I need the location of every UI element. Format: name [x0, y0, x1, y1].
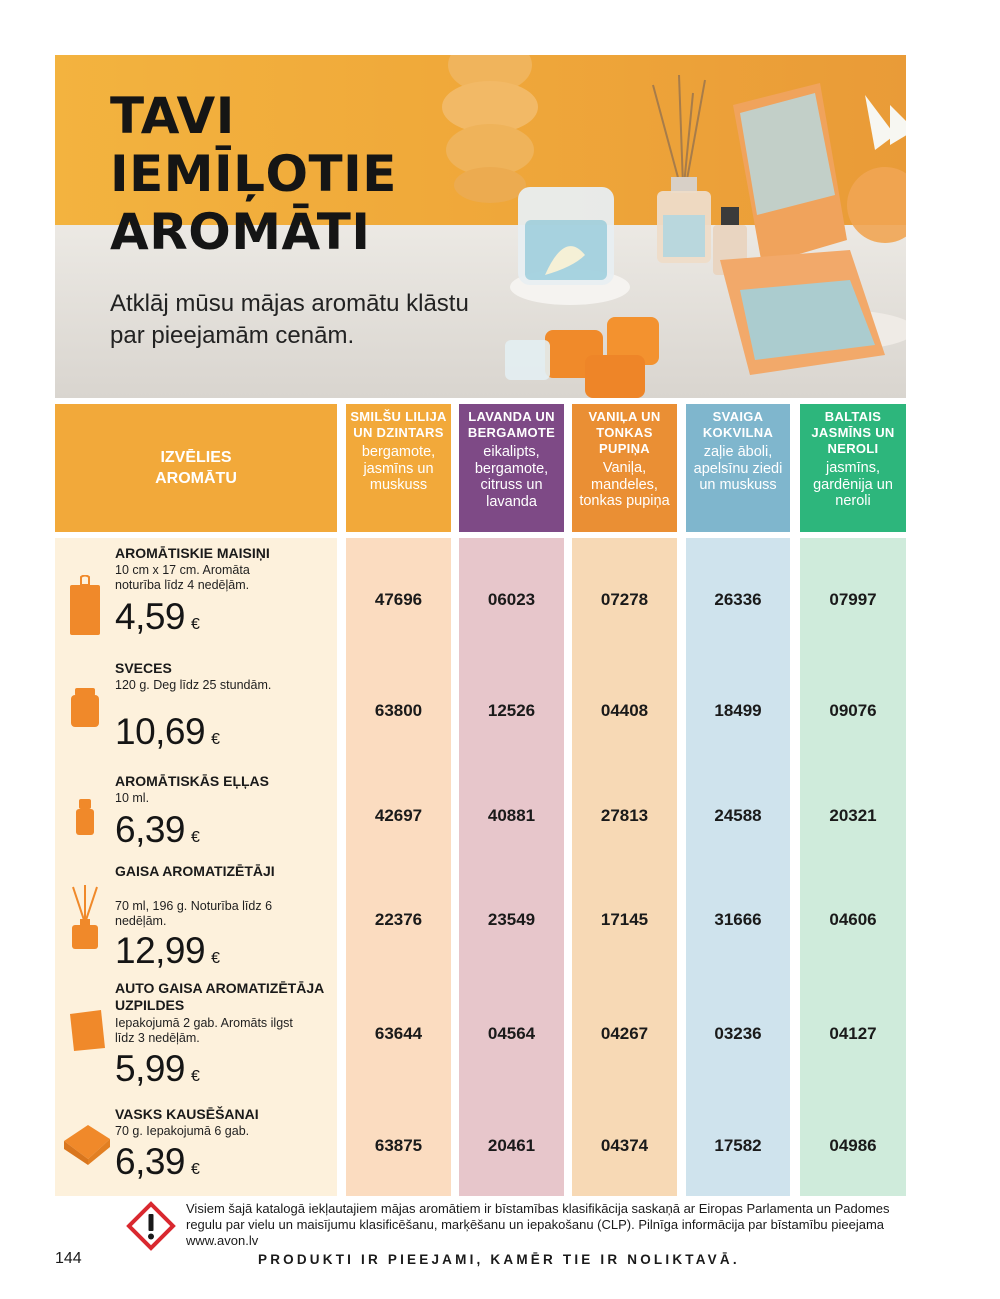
candle-icon	[67, 686, 103, 728]
hero-title-line-1: TAVI	[110, 87, 235, 145]
product-code: 04986	[829, 1136, 877, 1155]
scent-notes: zaļie āboli, apelsīnu ziedi un muskuss	[693, 444, 783, 493]
scent-name: SMILŠU LILIJA UN DZINTARS	[350, 409, 447, 440]
product-code: 63644	[374, 1024, 423, 1043]
product-name: SVECES	[115, 660, 172, 676]
product-code: 23549	[487, 910, 536, 929]
scent-header-1	[346, 404, 451, 532]
product-name: AROMĀTISKĀS EĻĻAS	[115, 773, 269, 789]
product-code: 07278	[600, 590, 649, 609]
scent-notes: eikalipts, bergamote, citruss un lavanda	[474, 444, 549, 510]
choose-scent-header	[55, 404, 337, 532]
scent-name: LAVANDA UN BERGAMOTE	[467, 409, 556, 440]
product-price	[115, 597, 199, 645]
product-code: 20461	[487, 1136, 536, 1155]
page-number: 144	[55, 1250, 82, 1267]
reed-diffuser-icon	[67, 885, 103, 951]
currency-symbol: €	[191, 1161, 200, 1178]
price-value: 4,59	[115, 596, 186, 637]
product-name: AUTO GAISA AROMATIZĒTĀJA UZPILDES	[115, 980, 324, 1013]
product-price	[115, 810, 199, 858]
scent-column-4	[686, 538, 790, 1196]
product-code: 09076	[829, 701, 877, 720]
scent-header-4	[686, 404, 790, 532]
product-name: AROMĀTISKIE MAISIŅI	[115, 545, 270, 561]
scent-notes: jasmīns, gardēnija un neroli	[813, 460, 893, 509]
product-code: 24588	[714, 806, 762, 825]
product-description: 70 ml, 196 g. Noturība līdz 6 nedēļām.	[115, 899, 273, 928]
product-name: GAISA AROMATIZĒTĀJI	[115, 863, 275, 879]
product-code: 07997	[829, 590, 877, 609]
scent-column-2	[459, 538, 564, 1196]
price-value: 10,69	[115, 711, 206, 752]
product-price	[115, 712, 220, 760]
scent-column-3	[572, 538, 677, 1196]
wax-melt-icon	[60, 1119, 112, 1167]
product-code: 63800	[374, 701, 423, 720]
sachet-icon	[67, 575, 103, 637]
product-code: 31666	[714, 910, 762, 929]
oil-bottle-icon	[67, 797, 103, 835]
product-code: 04127	[829, 1024, 877, 1043]
hazard-notice-text: Visiem šajā katalogā iekļautajiem mājas aromātiem ir bīstamības klasifikācija saskaņā ar Eiropas Parlamenta un Padomes regulu par vielu un maisījumu klasificēšanu, marķēšanu un iepakošanu (CLP). Pilnīga informācija par bīstamību pieejama www.avon.lv	[186, 1201, 890, 1248]
product-description: 10 ml.	[115, 791, 150, 805]
product-code: 03236	[714, 1024, 762, 1043]
product-code: 42697	[374, 806, 423, 825]
hero-title	[110, 87, 397, 261]
product-code: 27813	[600, 806, 649, 825]
hazard-warning-icon	[126, 1201, 176, 1251]
product-code: 06023	[487, 590, 536, 609]
product-price	[115, 1142, 199, 1190]
product-name: VASKS KAUSĒŠANAI	[115, 1106, 259, 1122]
currency-symbol: €	[191, 616, 200, 633]
product-code: 18499	[714, 701, 762, 720]
choose-scent-label: IZVĒLIES AROMĀTU	[155, 449, 237, 487]
product-price	[115, 1049, 199, 1097]
product-description: Iepakojumā 2 gab. Aromāts ilgst līdz 3 nedēļām.	[115, 1016, 293, 1045]
scent-header-2	[459, 404, 564, 532]
product-code: 12526	[487, 701, 536, 720]
price-value: 12,99	[115, 930, 206, 971]
product-code: 17145	[600, 910, 649, 929]
car-refill-icon	[67, 1008, 107, 1052]
scent-column-1	[346, 538, 451, 1196]
hero-subtitle: Atklāj mūsu mājas aromātu klāstu par pieejamām cenām.	[110, 290, 469, 349]
product-description: 70 g. Iepakojumā 6 gab.	[115, 1124, 250, 1138]
product-code: 40881	[487, 806, 536, 825]
product-description: 10 cm x 17 cm. Aromāta noturība līdz 4 nedēļām.	[115, 563, 250, 592]
product-code: 47696	[374, 590, 423, 609]
home-fragrance-product-photo	[395, 55, 906, 398]
product-code: 04408	[600, 701, 649, 720]
scent-column-5	[800, 538, 906, 1196]
hero-title-line-2: IEMĪĻOTIE	[110, 145, 397, 203]
product-code: 26336	[714, 590, 762, 609]
currency-symbol: €	[211, 731, 220, 748]
product-code: 04564	[487, 1024, 536, 1043]
scent-header-5	[800, 404, 906, 532]
currency-symbol: €	[191, 1068, 200, 1085]
hero-banner	[55, 55, 906, 398]
product-code: 20321	[829, 806, 877, 825]
product-code: 17582	[714, 1136, 762, 1155]
product-code: 63875	[374, 1136, 423, 1155]
product-code: 04606	[829, 910, 877, 929]
scent-notes: Vaniļa, mandeles, tonkas pupiņa	[579, 460, 670, 509]
scent-name: BALTAIS JASMĪNS UN NEROLI	[811, 409, 895, 456]
scent-notes: bergamote, jasmīns un muskuss	[361, 444, 436, 493]
product-code: 22376	[374, 910, 423, 929]
price-value: 5,99	[115, 1048, 186, 1089]
product-code: 04374	[600, 1136, 649, 1155]
product-description: 120 g. Deg līdz 25 stundām.	[115, 678, 272, 692]
currency-symbol: €	[211, 950, 220, 967]
scent-name: SVAIGA KOKVILNA	[702, 409, 774, 440]
price-value: 6,39	[115, 809, 186, 850]
availability-note: PRODUKTI IR PIEEJAMI, KAMĒR TIE IR NOLIKTAVĀ.	[258, 1252, 740, 1267]
product-code: 04267	[600, 1024, 649, 1043]
products-column	[55, 538, 337, 1196]
product-price	[115, 931, 220, 979]
scent-header-3	[572, 404, 677, 532]
currency-symbol: €	[191, 829, 200, 846]
price-value: 6,39	[115, 1141, 186, 1182]
scent-name: VANIĻA UN TONKAS PUPIŅA	[588, 409, 661, 456]
hero-title-line-3: AROMĀTI	[110, 203, 371, 261]
